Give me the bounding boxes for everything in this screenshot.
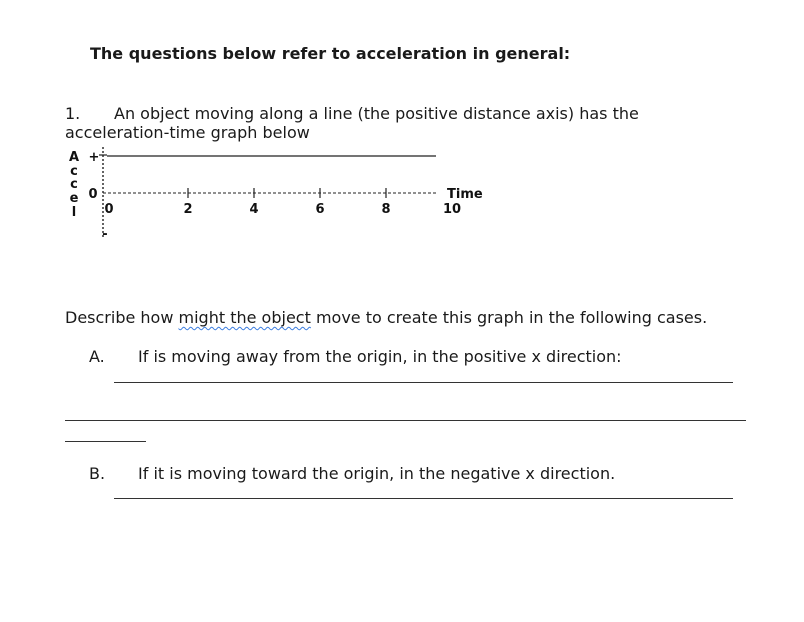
question-number: 1.	[65, 104, 81, 123]
answer-line[interactable]	[65, 420, 746, 421]
section-heading: The questions below refer to acceleration in general:	[90, 44, 571, 63]
case-b-letter: B.	[89, 464, 106, 483]
describe-text-underlined: might the object	[178, 308, 311, 327]
x-tick-label: 2	[183, 202, 193, 217]
x-ticks	[183, 188, 461, 217]
question-text-line2: acceleration-time graph below	[65, 123, 310, 142]
case-b-text: If it is moving toward the origin, in the negative x direction.	[138, 464, 616, 483]
describe-text-before: Describe how	[65, 308, 179, 327]
x-tick-label: 6	[315, 202, 325, 217]
case-a-text: If is moving away from the origin, in the positive x direction:	[138, 347, 622, 366]
x-axis-label: Time	[447, 187, 483, 202]
describe-prompt	[65, 308, 707, 327]
y-axis-letter: A	[68, 150, 80, 165]
y-axis-letter: c	[70, 177, 78, 192]
describe-text-after: move to create this graph in the following cases.	[310, 308, 708, 327]
answer-line[interactable]	[114, 382, 733, 383]
y-tick-zero: 0	[88, 187, 98, 202]
y-tick-minus: -	[102, 227, 108, 240]
y-axis-letter: c	[70, 164, 78, 179]
answer-line[interactable]	[114, 498, 733, 499]
case-a-letter: A.	[89, 347, 105, 366]
acceleration-time-graph	[60, 145, 510, 240]
question-text-line1: An object moving along a line (the positive distance axis) has the	[114, 104, 639, 123]
y-axis-letter: e	[69, 191, 79, 206]
y-axis-letter: l	[71, 205, 77, 220]
x-tick-label: 4	[249, 202, 259, 217]
answer-line[interactable]	[65, 441, 146, 442]
x-tick-label: 10	[442, 202, 462, 217]
x-tick-label: 8	[381, 202, 391, 217]
y-tick-plus: +	[88, 150, 100, 165]
x-tick-label-origin: 0	[104, 202, 114, 217]
